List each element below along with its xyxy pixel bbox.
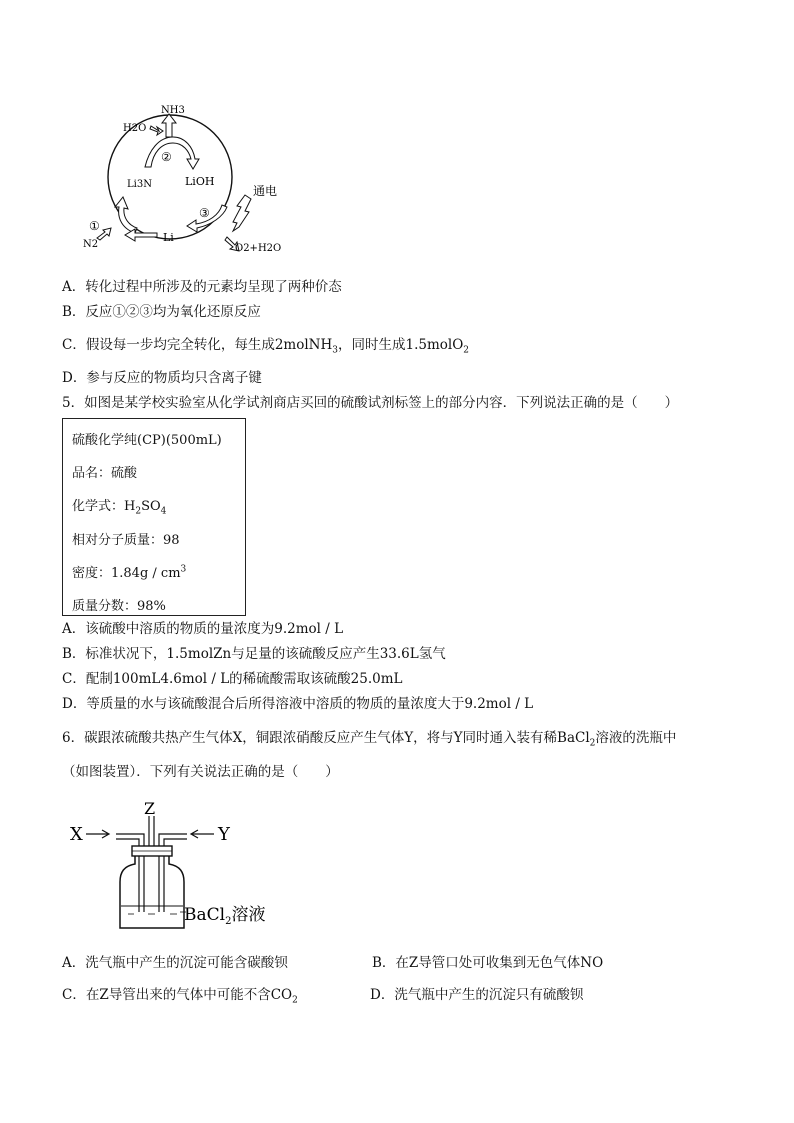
- x-arrow: [86, 830, 109, 838]
- h2o-label: H2O: [123, 123, 147, 134]
- label-bacl2: BaCl$_2$溶液: [184, 905, 266, 927]
- y-arrow: [191, 830, 214, 838]
- q5-option-b: B．标准状况下，1.5molZn与足量的该硫酸反应产生33.6L氢气: [62, 646, 446, 662]
- q5-option-c: C．配制100mL4.6mol / L的稀硫酸需取该硫酸25.0mL: [62, 671, 403, 687]
- q5-stem: 5．如图是某学校实验室从化学试剂商店买回的硫酸试剂标签上的部分内容．下列说法正确的是（ ）: [62, 395, 679, 411]
- label-mass-fraction: 质量分数：98%: [72, 599, 166, 614]
- gas-washing-bottle-diagram: [62, 802, 292, 942]
- arrow-li3n-to-lioh: [145, 137, 199, 169]
- q6-stem-line2: （如图装置）．下列有关说法正确的是（ ）: [62, 764, 339, 780]
- step1-label: ①: [89, 219, 100, 233]
- dian-label: 通电: [253, 184, 278, 198]
- nh3-out-arrow: [162, 114, 176, 137]
- label-z: Z: [144, 802, 156, 818]
- lithium-cycle-diagram: [75, 95, 305, 265]
- step3-label: ③: [199, 206, 210, 220]
- label-x: X: [70, 824, 83, 845]
- q6-option-b: B．在Z导管口处可收集到无色气体NO: [372, 955, 604, 971]
- nh3-label: NH3: [161, 105, 185, 116]
- h2o-in-arrow: [150, 126, 163, 135]
- li3n-label: Li3N: [127, 179, 152, 190]
- label-formula: 化学式：$H_2SO_4$: [72, 499, 167, 517]
- q6-option-c: C．在Z导管出来的气体中可能不含$CO_2$: [62, 987, 298, 1006]
- label-name: 品名：硫酸: [72, 466, 138, 481]
- q5-option-a: A．该硫酸中溶质的物质的量浓度为9.2mol / L: [62, 621, 344, 637]
- q6-option-d: D．洗气瓶中产生的沉淀只有硫酸钡: [370, 987, 584, 1003]
- washing-bottle: [120, 856, 184, 928]
- li-label: Li: [163, 231, 174, 244]
- q6-stem-line1: 6．碳跟浓硫酸共热产生气体X，铜跟浓硝酸反应产生气体Y，将与Y同时通入装有稀BaCl$_2$溶液的洗瓶中: [62, 730, 677, 749]
- label-y: Y: [218, 824, 230, 845]
- electricity-bolt-icon: [233, 195, 251, 231]
- label-density: 密度：$1.84g / cm^3$: [72, 564, 187, 581]
- lioh-label: LiOH: [185, 175, 215, 188]
- q4-option-b: B．反应①②③均为氧化还原反应: [62, 304, 261, 320]
- reagent-label-box: [62, 418, 246, 616]
- q5-option-d: D．等质量的水与该硫酸混合后所得溶液中溶质的物质的量浓度大于9.2mol / L: [62, 696, 534, 712]
- q4-option-c: C．假设每一步均完全转化，每生成2molNH$_3$，同时生成1.5molO$_2$: [62, 337, 470, 356]
- arrow-li-to-li3n: [115, 197, 137, 233]
- label-molar-mass: 相对分子质量：98: [72, 533, 180, 548]
- step2-label: ②: [161, 150, 172, 164]
- n2-label: N2: [83, 239, 99, 250]
- label-title: 硫酸化学纯(CP)(500mL): [72, 433, 222, 448]
- q4-option-d: D．参与反应的物质均只含离子键: [62, 370, 262, 386]
- q4-option-a: A．转化过程中所涉及的元素均呈现了两种价态: [62, 279, 342, 295]
- q6-option-a: A．洗气瓶中产生的沉淀可能含碳酸钡: [62, 955, 288, 971]
- o2h2o-label: O2+H2O: [235, 243, 282, 254]
